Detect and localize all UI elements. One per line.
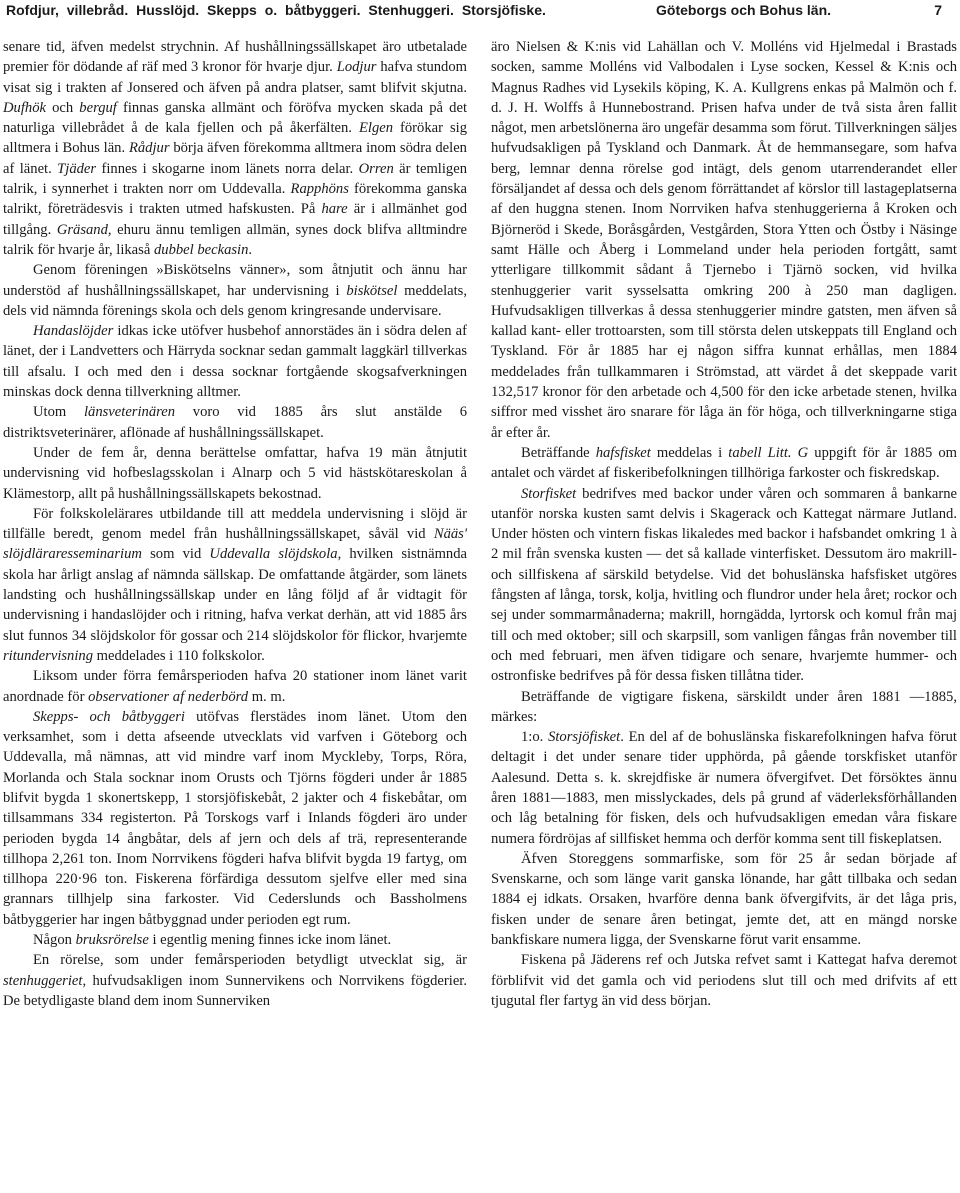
paragraph (3, 402, 467, 443)
left-column (3, 37, 467, 1011)
italic-term: tabell Litt. G (728, 444, 809, 461)
paragraph (3, 666, 467, 707)
text-run: , hvilken sistnämnda skola har årligt anslag af nämnda sällskap. De omfattande åtgärder, som länets landsting och hushållningssällskap under en lång följd af år vidtagit för undervisning i handaslöjder och i ritning, hafva verkat derhän, att vid 1885 års slut funnos 34 slöjdskolor för gossar och 214 slöjdskolor för flickor, hvarjemte (3, 546, 467, 644)
italic-term: observationer af nederbörd (88, 688, 249, 705)
italic-term: hafsfisket (595, 444, 651, 461)
text-run: Beträffande de vigtigare fiskena, särskildt under åren 1881 —1885, märkes: (491, 688, 957, 725)
italic-term: biskötsel (346, 282, 398, 299)
text-run: och (45, 99, 80, 116)
text-run: finnes i skogarne inom länets norra delar. (96, 160, 359, 177)
right-column (491, 37, 957, 1011)
paragraph (491, 443, 957, 484)
paragraph (491, 687, 957, 728)
paragraph (3, 37, 467, 260)
text-run: En rörelse, som under femårsperioden betydligt utvecklat sig, är (33, 952, 467, 969)
text-run: hafva stundom visat sig i trakten af Jonsered och äfven på andra platser, samt blifvit skjutna. (3, 59, 467, 96)
paragraph (3, 504, 467, 666)
paragraph (3, 707, 467, 930)
text-run: bedrifves med backor under våren och sommaren å bankarne utanför norska kusten samt delvis i Skagerack och Kattegat närmare Jutland. Under hösten och vintern fiskas likaledes med backor i hafsbandet omkring 1 à 2 mil från svenska kusten — det så kallade vinterfisket. Dessutom äro makrill- och sillfiskena af särskild betydelse. Vid det bohuslänska hafsfisket utgöres fångsten af långa, torsk, kolja, hvitling och flundror under hela året; rockor och sej under sommarmånaderna; makrill, horngädda, lyrtorsk och komul från maj till och med oktober; sill och skarpsill, som vanligen fångas från november till och med februari, men äfven tidigare och senare, hvarjemte hummer- och ostronfiske bedrifves på för dessa fisken tillåtna tider. (491, 485, 957, 685)
text-run: är i allmänhet god tillgång. (3, 201, 467, 238)
text-run: meddelats, dels vid nämnda förenings skola och dels genom kringresande undervisare. (3, 282, 467, 319)
italic-term: Uddevalla slöjdskola (209, 546, 338, 563)
text-run: Liksom under förra femårsperioden hafva 20 stationer inom länet varit anordnade för (3, 668, 467, 705)
text-run: . (248, 241, 253, 258)
text-run: meddelas i (650, 444, 729, 461)
paragraph (491, 37, 957, 443)
paragraph (3, 260, 467, 321)
text-run: äro Nielsen & K:nis vid Lahällan och V. Molléns vid Hjelmedal i Brastads socken, samme Molléns vid Valbodalen i Lyse socken, Kessel & K:nis och Magnus Radhes vid Lysekils köping, K. A. Kullgrens enkas på Malmön och f. d. J. H. Wolffs å Hunnebostrand. Prisen hafva under de två sista åren fallit något, men arbetslönerna äro ungefär desamma som förut. Tillverkningen säljes hufvudsakligen på Tyskland och Danmark. Åt de hemmansegare, som hafva berg, lemnar denna rörelse god intägt, dels genom utarrenderandet eller försäljandet af dessa och dels genom förrättandet af körslor till lastageplatserna af den huggna stenen. Inom Norrviken hafva stenhuggerierna å Kroken och Björneröd i Skede, Boråsgården, Vestgården, Stora Ytten och Östby i Näsinge samt Hälle och Åberg i Lommeland under hela perioden fortgått, samt ytterligare tillkommit sådant å Tjernebo i Tjärnö socken, vid hvilka stenhuggerier varit sysselsatta omkring 200 à 250 man dagligen. Hufvudsakligen tillverkas å dessa stenhuggerier mindre gatsten, men äfven så kallad kant- eller trottoarsten, som till största delen utskeppats till England och Tyskland. För år 1885 har ej någon siffra kunnat erhållas, men 1884 meddelades från tullkammaren i Strömstad, att värdet å det skeppade varit 132,517 kronor för den arbetade och 4,500 för den icke arbetade stenen, hvilka siffror med visshet äro snarare för låga än för höga, och tillverkningarne stiga år efter år. (491, 39, 957, 441)
italic-term: Handaslöjder (33, 323, 114, 340)
text-run: Genom föreningen »Biskötselns vänner», som åtnjutit och ännu har understöd af hushållningssällskapet, har undervisning i (3, 262, 467, 299)
text-run: förökar sig alltmera i Bohus län. (3, 120, 468, 157)
italic-term: Rådjur (128, 140, 170, 157)
italic-term: Gräsand (56, 221, 108, 238)
text-run: Under de fem år, denna berättelse omfattar, hafva 19 män åtnjutit undervisning vid hofbeslagsskolan i Alnarp och 5 vid hästskötareskolan å Klämestorp, allt på hushållningssällskapets bekostnad. (3, 444, 467, 502)
paragraph (491, 950, 957, 1011)
text-run: utöfvas flerstädes inom länet. Utom den verksamhet, som i detta afseende utvecklats vid varfven i Göteborg och Uddevalla, må nämnas, att vid mindre varf inom Myckleby, Torps, Röra, Morlanda och Stala socknar inom Orusts och Tjörns fögderi under år 1885 blifvit bygda 1 skonertskepp, 1 storsjöfiskebåt, 2 jakter och 4 fiskebåtar, om tillsammans 334 registerton. På Torskogs varf i Inlands fögderi äro under perioden bygda 14 ångbåtar, dels af jern och dels af trä, representerande tillhopa 2,261 ton. Inom Norrvikens fögderi hafva blifvit bygda 19 fartyg, om tillhopa 220·96 ton. Fiskerena förfärdiga dessutom sjelfve eller med sina grannars tillhjelp sina farkoster. Vid Cederslunds och Bassholmens båtbyggerier har ingen båtbyggnad under perioden egt rum. (3, 708, 468, 928)
text-run: meddelades i 110 folkskolor. (93, 647, 265, 664)
italic-term: Lodjur (336, 59, 377, 76)
italic-term: Dufhök (3, 99, 46, 116)
text-run: börja äfven förekomma alltmera inom södra delen af länet. (3, 140, 467, 177)
page-number: 7 (934, 2, 942, 18)
italic-term: länsveterinären (83, 404, 176, 421)
italic-term: Elgen (358, 120, 394, 137)
italic-term: Orren (358, 160, 394, 177)
italic-term: berguf (79, 99, 117, 116)
header-subjects: Rofdjur, villebråd. Husslöjd. Skepps o. båtbyggeri. Stenhuggeri. Storsjöfiske. (6, 2, 546, 18)
italic-term: Tjäder (57, 160, 97, 177)
paragraph (3, 930, 467, 950)
italic-term: Rapphöns (290, 181, 349, 198)
text-run: som vid (141, 546, 210, 563)
text-run: , ehuru ännu temligen allmän, synes dock blifva alltmindre talrik för hvarje år, likaså (3, 221, 467, 258)
italic-term: Nääs' slöjdläraresseminarium (3, 526, 467, 563)
text-run: Fiskena på Jäderens ref och Jutska refvet samt i Kattegat hafva deremot förblifvit vid det gamla och vid periodens slut till och med drifvits af ett tjugutal fler fartyg än vid dess början. (491, 952, 957, 1009)
text-run: finnas ganska allmänt och föröfva mycken skada på det naturliga villebrådet å de kala fjellen och på åkerfälten. (3, 99, 467, 137)
italic-term: Storfisket (521, 485, 577, 502)
text-run: voro vid 1885 års slut anstälde 6 distriktsveterinärer, aflönade af hushållningssällskapet. (3, 404, 468, 441)
text-run: m. m. (248, 688, 286, 705)
italic-term: Storsjöfisket (548, 729, 621, 746)
text-run: idkas icke utöfver husbehof annorstädes än i södra delen af länet, der i Landvetters och Härryda socknar sedan gammalt laggkärl tillverkas till afsalu. I och med den i dessa socknar fortgående skogsafverkningen minskas dock denna tillverkning alltmer. (3, 323, 467, 401)
paragraph (3, 321, 467, 402)
italic-term: hare (321, 201, 348, 218)
text-run: är temligen talrik, i synnerhet i trakten norr om Uddevalla. (3, 160, 467, 198)
running-header (0, 0, 960, 24)
text-run: förekomma ganska talrikt, företrädesvis i trakten utmed hafskusten. På (3, 181, 467, 218)
text-run: . En del af de bohuslänska fiskarefolkningen hafva förut deltagit i det under senare tider upphörda, på gående torskfisket utanför Aalesund. Detta s. k. skrejdfiske är numera öfvergifvet. Det försöktes ännu åren 1881—1883, men misslyckades, dels på grund af väderleksförhållanden och låg betalning för fisken, dels och hufvudsakligen emedan våra fiskare numera fördröjas af sillfisket hemma och derför komma sent till fiskeplatsen. (491, 729, 957, 847)
paragraph (3, 950, 467, 1011)
text-run: 1:o. (521, 729, 549, 746)
paragraph (3, 443, 467, 504)
italic-term: stenhuggeriet (3, 972, 83, 989)
text-run: Beträffande (521, 444, 596, 461)
text-run: senare tid, äfven medelst strychnin. Af hushållningssällskapet äro utbetalade premier för dödande af räf med 3 kronor för hvarje djur. (3, 39, 467, 76)
text-run: i egentlig mening finnes icke inom länet. (148, 932, 392, 949)
italic-term: Skepps- och båtbyggeri (33, 708, 185, 725)
text-run: Någon (33, 932, 76, 949)
text-run: Utom (33, 404, 84, 421)
header-region: Göteborgs och Bohus län. (656, 2, 832, 18)
paragraph (491, 484, 957, 687)
italic-term: dubbel beckasin (153, 241, 249, 258)
paragraph (491, 727, 957, 849)
text-run: , hufvudsakligen inom Sunnervikens och Norrvikens fögderier. De betydligaste bland dem inom Sunnerviken (3, 972, 467, 1009)
italic-term: ritundervisning (3, 647, 93, 664)
text-run: För folkskolelärares utbildande till att meddela undervisning i slöjd är tillfälle beredt, genom medel från hushållningssällskapet, såväl vid (3, 505, 467, 543)
text-run: uppgift för år 1885 om antalet och värdet af fiskeribefolkningen tillhöriga farkoster och fiskredskap. (491, 444, 957, 482)
paragraph (491, 849, 957, 950)
text-run: Äfven Storeggens sommarfiske, som för 25 år sedan började af Svenskarne, och som länge varit ganska lönande, har gått tillbaka och sedan 1884 ej idkats. Orsaken, hvarföre denna bank öfvergifvits, är det låga pris, fisken under de senare åren betingat, jemte det, att en mängd norske bankfiskare numera ligga, der Svenskarne förut varit ensamme. (491, 850, 957, 949)
italic-term: bruksrörelse (75, 932, 149, 949)
